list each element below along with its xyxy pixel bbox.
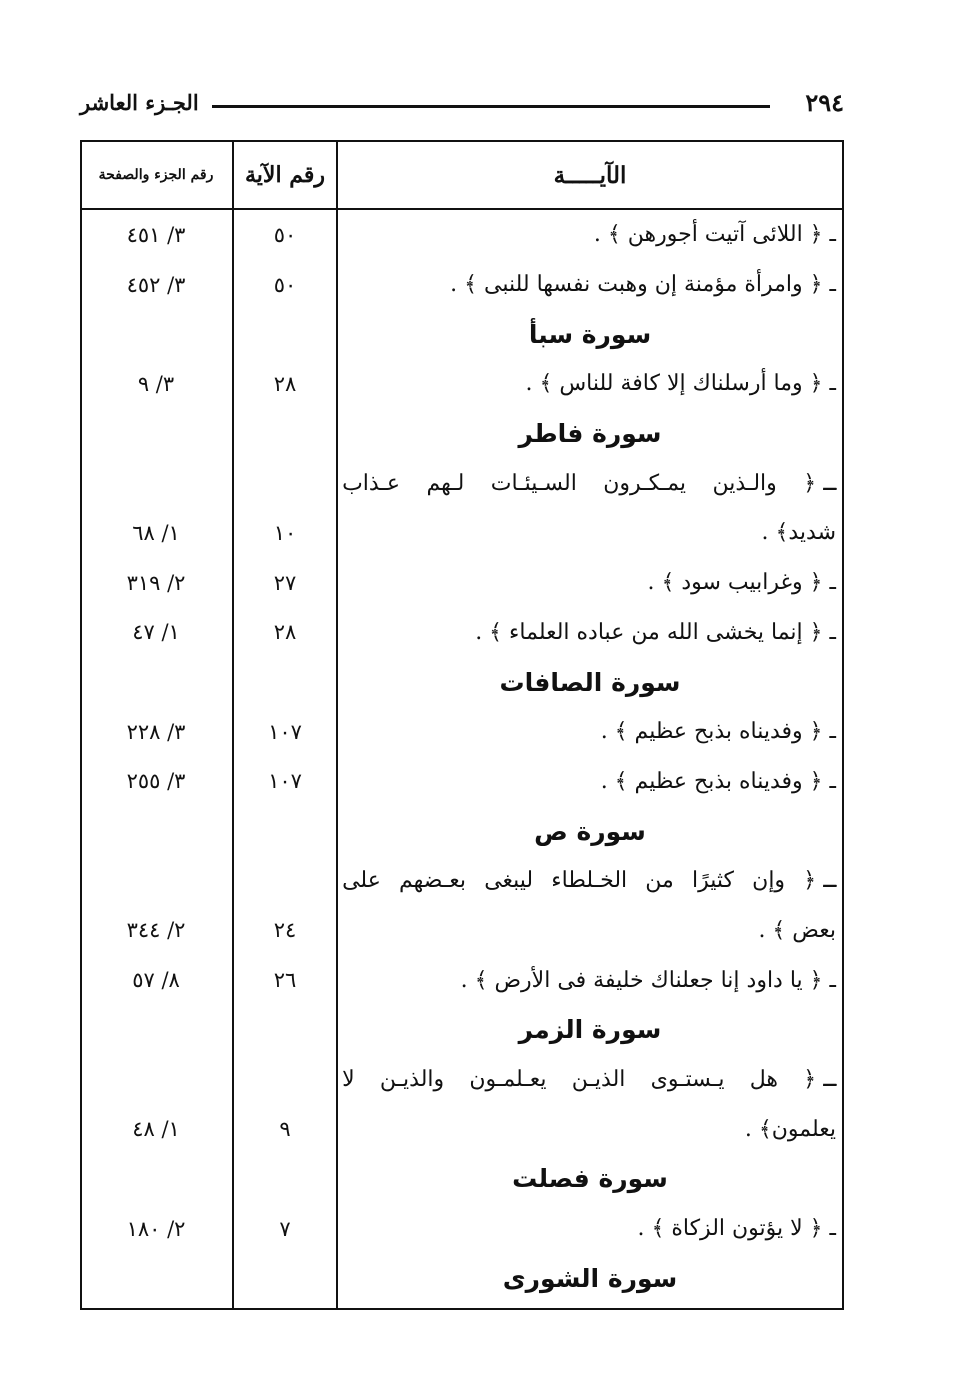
part-page-reference: ٢/ ٣١٩ xyxy=(126,570,186,595)
ayah-number: ٥٠ xyxy=(273,222,297,247)
part-title: الجـزء العاشر xyxy=(80,90,199,115)
verse-word: كثيرًا xyxy=(691,868,734,894)
surah-title: سورة ص xyxy=(534,816,646,846)
table-row xyxy=(82,906,842,956)
table-row xyxy=(82,856,842,906)
ayah-number: ٢٦ xyxy=(273,968,297,993)
verse-text: ـ ﴿ يا داود إنا جعلناك خليفة فى الأرض ﴾ . xyxy=(460,967,836,993)
column-header-ayah: الآيـــــة xyxy=(553,161,627,189)
part-page-reference: ١/ ٦٨ xyxy=(132,520,180,545)
verse-text: يعلمون﴾ . xyxy=(744,1116,836,1142)
verse-word: لـهم xyxy=(426,470,465,496)
verse-text: ـ ﴿ وما أرسلناك إلا كافة للناس ﴾ . xyxy=(525,371,836,397)
table-row xyxy=(82,707,842,757)
verse-word: يـستـوى xyxy=(650,1067,725,1093)
verse-text: ـ ﴿ وغرابيب سود ﴾ . xyxy=(647,570,836,596)
surah-heading-row xyxy=(82,1154,842,1204)
verse-text: شديد﴾ . xyxy=(761,520,836,546)
verse-word: لا xyxy=(342,1067,355,1093)
part-page-reference xyxy=(80,856,232,906)
verse-word: ـ ﴿ xyxy=(803,470,836,496)
page-header xyxy=(80,84,844,124)
verse-text: ـ ﴿ وفديناه بذبح عظيم ﴾ . xyxy=(600,768,836,794)
table-row xyxy=(82,458,842,508)
table-row xyxy=(82,757,842,807)
part-page-reference: ٢/ ٣٤٤ xyxy=(126,918,186,943)
ayah-number: ٢٨ xyxy=(273,620,297,645)
table-row xyxy=(82,359,842,409)
table-row xyxy=(82,210,842,260)
table-row xyxy=(82,1104,842,1154)
ayah-number xyxy=(234,1055,336,1105)
verse-word: ـ ﴿ xyxy=(803,1067,836,1093)
ayah-number xyxy=(234,458,336,508)
part-page-reference: ٢/ ١٨٠ xyxy=(126,1216,186,1241)
table-body xyxy=(82,210,842,1303)
part-page-reference: ١/ ٤٧ xyxy=(132,620,180,645)
surah-heading-row xyxy=(82,1253,842,1303)
table-header xyxy=(82,142,842,210)
verse-word: السـيئـات xyxy=(490,470,577,496)
verse-text: ـ ﴿ وامرأة مؤمنة إن وهبت نفسها للنبى ﴾ . xyxy=(450,272,836,298)
table-row xyxy=(82,955,842,1005)
surah-title: سورة الزمر xyxy=(518,1015,662,1045)
part-page-reference: ١/ ٤٨ xyxy=(132,1117,180,1142)
verse-word: الخـلطاء xyxy=(551,868,628,894)
verse-text xyxy=(342,1055,836,1105)
part-page-reference: ٣/ ٤٥١ xyxy=(126,222,186,247)
part-page-reference xyxy=(80,458,232,508)
verse-word: ليبغى xyxy=(484,868,534,894)
verse-word: والـذين xyxy=(712,470,777,496)
verse-word: ـ ﴿ xyxy=(803,868,836,894)
verse-word: وإن xyxy=(752,868,786,894)
verse-word: هل xyxy=(749,1067,778,1093)
verse-text: ـ ﴿ اللائى آتيت أجورهن ﴾ . xyxy=(593,222,836,248)
part-page-reference: ٣/ ٢٥٥ xyxy=(126,769,186,794)
column-header-part-page: رقم الجزء والصفحة xyxy=(98,167,214,183)
verse-text xyxy=(342,458,836,508)
surah-heading-row xyxy=(82,309,842,359)
page-number: ٢٩٤ xyxy=(805,88,844,117)
verse-text: ـ ﴿ لا يؤتون الزكاة ﴾ . xyxy=(637,1216,836,1242)
table-row xyxy=(82,558,842,608)
table-row xyxy=(82,260,842,310)
column-header-ayah-number: رقم الآية xyxy=(244,162,326,188)
part-page-reference: ٨/ ٥٧ xyxy=(132,968,180,993)
verse-word: بعـضهم xyxy=(399,868,467,894)
verse-word: والذيـن xyxy=(379,1067,445,1093)
table-row xyxy=(82,1055,842,1105)
ayah-number: ٢٧ xyxy=(273,570,297,595)
verse-text: ـ ﴿ وفديناه بذبح عظيم ﴾ . xyxy=(600,719,836,745)
surah-title: سورة الشورى xyxy=(502,1263,678,1293)
verse-text xyxy=(342,856,836,906)
table-row xyxy=(82,1204,842,1254)
ayah-number: ٥٠ xyxy=(273,272,297,297)
surah-heading-row xyxy=(82,409,842,459)
surah-title: سورة فاطر xyxy=(518,419,662,449)
part-page-reference: ٣/ ٤٥٢ xyxy=(126,272,186,297)
table-row xyxy=(82,508,842,558)
surah-title: سورة الصافات xyxy=(499,667,681,697)
verse-word: على xyxy=(342,868,381,894)
ayah-number: ١٠٧ xyxy=(268,719,302,744)
surah-heading-row xyxy=(82,806,842,856)
verse-word: يمـكـرون xyxy=(603,470,687,496)
ayah-number: ٢٤ xyxy=(273,918,297,943)
part-page-reference xyxy=(80,1055,232,1105)
header-rule xyxy=(212,105,770,108)
verse-word: عـذاب xyxy=(342,470,401,496)
table-row xyxy=(82,608,842,658)
verse-text: ـ ﴿ إنما يخشى الله من عباده العلماء ﴾ . xyxy=(475,619,836,645)
surah-title: سورة سبأ xyxy=(528,319,652,349)
surah-heading-row xyxy=(82,1005,842,1055)
verse-text: بعض ﴾ . xyxy=(758,917,836,943)
verse-word: يعـلمـون xyxy=(469,1067,547,1093)
surah-title: سورة فصلت xyxy=(512,1164,668,1194)
part-page-reference: ٣/ ٩ xyxy=(137,371,175,396)
ayah-number: ٢٨ xyxy=(273,371,297,396)
part-page-reference: ٣/ ٢٢٨ xyxy=(126,719,186,744)
ayah-number: ٧ xyxy=(279,1216,291,1241)
ayah-number: ٩ xyxy=(279,1117,291,1142)
ayah-number: ١٠٧ xyxy=(268,769,302,794)
ayah-number: ١٠ xyxy=(273,520,297,545)
verse-word: الذيـن xyxy=(571,1067,626,1093)
verse-index-table xyxy=(80,140,844,1310)
surah-heading-row xyxy=(82,657,842,707)
verse-word: من xyxy=(645,868,674,894)
ayah-number xyxy=(234,856,336,906)
